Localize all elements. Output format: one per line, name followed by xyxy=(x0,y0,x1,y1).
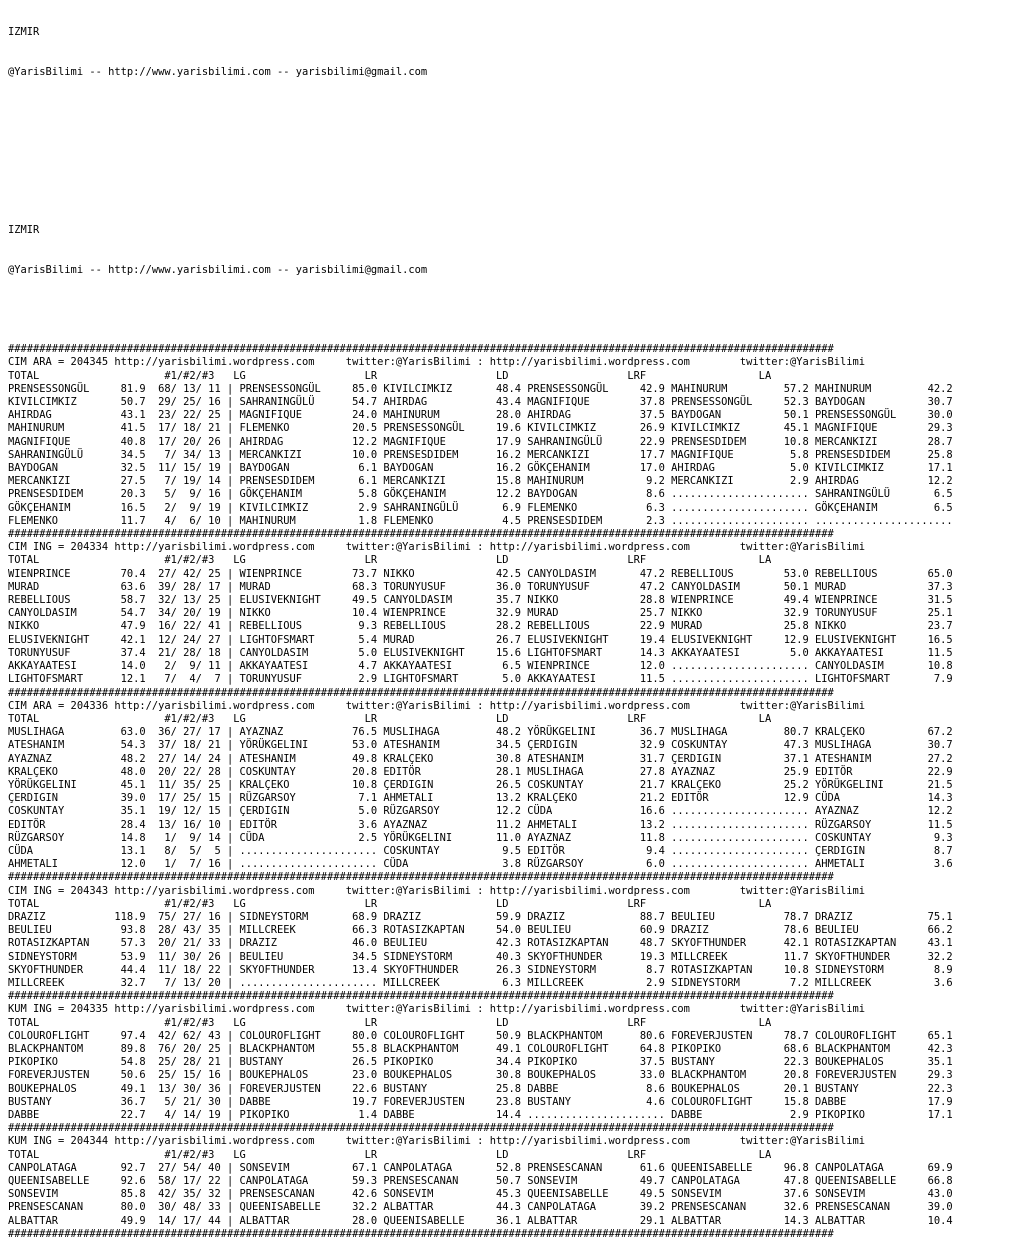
table-row: FLEMENKO 11.7 4/ 6/ 10 | MAHINURUM 1.8 FLEMENKO 4.5 PRENSESDIDEM 2.3 ...................... ...................... xyxy=(8,514,953,527)
separator-line: #################################################################################################################################### xyxy=(8,990,834,1003)
table-row: BUSTANY 36.7 5/ 21/ 30 | DABBE 19.7 FOREVERJUSTEN 23.8 BUSTANY 4.6 COLOUROFLIGHT 15.8 DABBE 17.9 xyxy=(8,1095,953,1108)
table-row: COLOUROFLIGHT 97.4 42/ 62/ 43 | COLOUROFLIGHT 80.0 COLOUROFLIGHT 50.9 BLACKPHANTOM 80.6 FOREVERJUSTEN 78.7 COLOUROFLIGHT 65.1 xyxy=(8,1029,953,1042)
table-row: WIENPRINCE 70.4 27/ 42/ 25 | WIENPRINCE 73.7 NIKKO 42.5 CANYOLDASIM 47.2 REBELLIOUS 53.0 REBELLIOUS 65.0 xyxy=(8,567,953,580)
table-row: CÜDA 13.1 8/ 5/ 5 | ...................... COSKUNTAY 9.5 EDITÖR 9.4 ...................... ÇERDIGIN 8.7 xyxy=(8,844,953,857)
contact-line: @YarisBilimi -- http://www.yarisbilimi.com -- yarisbilimi@gmail.com xyxy=(8,66,428,79)
table-row: CANPOLATAGA 92.7 27/ 54/ 40 | SONSEVIM 67.1 CANPOLATAGA 52.8 PRENSESCANAN 61.6 QUEENISABELLE 96.8 CANPOLATAGA 69.9 xyxy=(8,1161,953,1174)
blank-line xyxy=(8,304,1024,317)
table-row: BLACKPHANTOM 89.8 76/ 20/ 25 | BLACKPHANTOM 55.8 BLACKPHANTOM 49.1 COLOUROFLIGHT 64.8 PIKOPIKO 68.6 BLACKPHANTOM 42.3 xyxy=(8,1042,953,1055)
blank-line xyxy=(8,185,1024,198)
table-row: KIVILCIMKIZ 50.7 29/ 25/ 16 | SAHRANINGÜLÜ 54.7 AHIRDAG 43.4 MAGNIFIQUE 37.8 PRENSESSONGÜL 52.3 BAYDOGAN 30.7 xyxy=(8,396,953,409)
column-header: TOTAL #1/#2/#3 LG LR LD LRF LA xyxy=(8,897,772,910)
table-row: MILLCREEK 32.7 7/ 13/ 20 | ...................... MILLCREEK 6.3 MILLCREEK 2.9 SIDNEYSTORM 7.2 MILLCREEK 3.6 xyxy=(8,976,953,989)
table-row: KRALÇEKO 48.0 20/ 22/ 28 | COSKUNTAY 20.8 EDITÖR 28.1 MUSLIHAGA 27.8 AYAZNAZ 25.9 EDITÖR 22.9 xyxy=(8,765,953,778)
column-header: TOTAL #1/#2/#3 LG LR LD LRF LA xyxy=(8,712,772,725)
table-row: PRENSESCANAN 80.0 30/ 48/ 33 | QUEENISABELLE 32.2 ALBATTAR 44.3 CANPOLATAGA 39.2 PRENSESCANAN 32.6 PRENSESCANAN 39.0 xyxy=(8,1201,953,1214)
race-title: CIM ARA = 204336 http://yarisbilimi.wordpress.com twitter:@YarisBilimi : http://yarisbilimi.wordpress.com twitter:@YarisBilimi xyxy=(8,699,866,712)
table-row: ALBATTAR 49.9 14/ 17/ 44 | ALBATTAR 28.0 QUEENISABELLE 36.1 ALBATTAR 29.1 ALBATTAR 14.3 ALBATTAR 10.4 xyxy=(8,1214,953,1227)
table-row: ATESHANIM 54.3 37/ 18/ 21 | YÖRÜKGELINI 53.0 ATESHANIM 34.5 ÇERDIGIN 32.9 COSKUNTAY 47.3 MUSLIHAGA 30.7 xyxy=(8,739,953,752)
column-header: TOTAL #1/#2/#3 LG LR LD LRF LA xyxy=(8,1016,772,1029)
table-row: SONSEVIM 85.8 42/ 35/ 32 | PRENSESCANAN 42.6 SONSEVIM 45.3 QUEENISABELLE 49.5 SONSEVIM 37.6 SONSEVIM 43.0 xyxy=(8,1188,953,1201)
table-row: MAHINURUM 41.5 17/ 18/ 21 | FLEMENKO 20.5 PRENSESSONGÜL 19.6 KIVILCIMKIZ 26.9 KIVILCIMKIZ 45.1 MAGNIFIQUE 29.3 xyxy=(8,422,953,435)
column-header: TOTAL #1/#2/#3 LG LR LD LRF LA xyxy=(8,369,772,382)
table-row: RÜZGARSOY 14.8 1/ 9/ 14 | CÜDA 2.5 YÖRÜKGELINI 11.0 AYAZNAZ 11.8 ...................... COSKUNTAY 9.3 xyxy=(8,831,953,844)
table-row: AKKAYAATESI 14.0 2/ 9/ 11 | AKKAYAATESI 4.7 AKKAYAATESI 6.5 WIENPRINCE 12.0 ...................... CANYOLDASIM 10.8 xyxy=(8,660,953,673)
table-row: ROTASIZKAPTAN 57.3 20/ 21/ 33 | DRAZIZ 46.0 BEULIEU 42.3 ROTASIZKAPTAN 48.7 SKYOFTHUNDER 42.1 ROTASIZKAPTAN 43.1 xyxy=(8,937,953,950)
table-row: SKYOFTHUNDER 44.4 11/ 18/ 22 | SKYOFTHUNDER 13.4 SKYOFTHUNDER 26.3 SIDNEYSTORM 8.7 ROTASIZKAPTAN 10.8 SIDNEYSTORM 8.9 xyxy=(8,963,953,976)
table-row: EDITÖR 28.4 13/ 16/ 10 | EDITÖR 3.6 AYAZNAZ 11.2 AHMETALI 13.2 ...................... RÜZGARSOY 11.5 xyxy=(8,818,953,831)
race-title: CIM ING = 204343 http://yarisbilimi.wordpress.com twitter:@YarisBilimi : http://yarisbilimi.wordpress.com twitter:@YarisBilimi xyxy=(8,884,866,897)
table-row: NIKKO 47.9 16/ 22/ 41 | REBELLIOUS 9.3 REBELLIOUS 28.2 REBELLIOUS 22.9 MURAD 25.8 NIKKO 23.7 xyxy=(8,620,953,633)
blank-line xyxy=(8,145,1024,158)
table-row: DRAZIZ 118.9 75/ 27/ 16 | SIDNEYSTORM 68.9 DRAZIZ 59.9 DRAZIZ 88.7 BEULIEU 78.7 DRAZIZ 75.1 xyxy=(8,910,953,923)
table-row: SIDNEYSTORM 53.9 11/ 30/ 26 | BEULIEU 34.5 SIDNEYSTORM 40.3 SKYOFTHUNDER 19.3 MILLCREEK 11.7 SKYOFTHUNDER 32.2 xyxy=(8,950,953,963)
column-header: TOTAL #1/#2/#3 LG LR LD LRF LA xyxy=(8,554,772,567)
race-title: CIM ING = 204334 http://yarisbilimi.wordpress.com twitter:@YarisBilimi : http://yarisbilimi.wordpress.com twitter:@YarisBilimi xyxy=(8,541,866,554)
table-row: BOUKEPHALOS 49.1 13/ 30/ 36 | FOREVERJUSTEN 22.6 BUSTANY 25.8 DABBE 8.6 BOUKEPHALOS 20.1 BUSTANY 22.3 xyxy=(8,1082,953,1095)
table-row: TORUNYUSUF 37.4 21/ 28/ 18 | CANYOLDASIM 5.0 ELUSIVEKNIGHT 15.6 LIGHTOFSMART 14.3 AKKAYAATESI 5.0 AKKAYAATESI 11.5 xyxy=(8,646,953,659)
page-title-repeat: IZMIR xyxy=(8,224,40,237)
race-list xyxy=(8,343,1024,1241)
table-row: AYAZNAZ 48.2 27/ 14/ 24 | ATESHANIM 49.8 KRALÇEKO 30.8 ATESHANIM 31.7 ÇERDIGIN 37.1 ATESHANIM 27.2 xyxy=(8,752,953,765)
table-row: CANYOLDASIM 54.7 34/ 20/ 19 | NIKKO 10.4 WIENPRINCE 32.9 MURAD 25.7 NIKKO 32.9 TORUNYUSUF 25.1 xyxy=(8,607,953,620)
separator-line: #################################################################################################################################### xyxy=(8,343,834,356)
separator-line: #################################################################################################################################### xyxy=(8,1122,834,1135)
table-row: MURAD 63.6 39/ 28/ 17 | MURAD 68.3 TORUNYUSUF 36.0 TORUNYUSUF 47.2 CANYOLDASIM 50.1 MURAD 37.3 xyxy=(8,580,953,593)
blank-line xyxy=(8,106,1024,119)
column-header: TOTAL #1/#2/#3 LG LR LD LRF LA xyxy=(8,1148,772,1161)
table-row: BEULIEU 93.8 28/ 43/ 35 | MILLCREEK 66.3 ROTASIZKAPTAN 54.0 BEULIEU 60.9 DRAZIZ 78.6 BEULIEU 66.2 xyxy=(8,924,953,937)
table-row: GÖKÇEHANIM 16.5 2/ 9/ 19 | KIVILCIMKIZ 2.9 SAHRANINGÜLÜ 6.9 FLEMENKO 6.3 ...................... GÖKÇEHANIM 6.5 xyxy=(8,501,953,514)
table-row: MAGNIFIQUE 40.8 17/ 20/ 26 | AHIRDAG 12.2 MAGNIFIQUE 17.9 SAHRANINGÜLÜ 22.9 PRENSESDIDEM 10.8 MERCANKIZI 28.7 xyxy=(8,435,953,448)
separator-line: #################################################################################################################################### xyxy=(8,871,834,884)
table-row: YÖRÜKGELINI 45.1 11/ 35/ 25 | KRALÇEKO 10.8 ÇERDIGIN 26.5 COSKUNTAY 21.7 KRALÇEKO 25.2 YÖRÜKGELINI 21.5 xyxy=(8,778,953,791)
results-document xyxy=(8,0,1024,1240)
race-title: CIM ARA = 204345 http://yarisbilimi.wordpress.com twitter:@YarisBilimi : http://yarisbilimi.wordpress.com twitter:@YarisBilimi xyxy=(8,356,866,369)
table-row: AHMETALI 12.0 1/ 7/ 16 | ...................... CÜDA 3.8 RÜZGARSOY 6.0 ...................... AHMETALI 3.6 xyxy=(8,858,953,871)
table-row: BAYDOGAN 32.5 11/ 15/ 19 | BAYDOGAN 6.1 BAYDOGAN 16.2 GÖKÇEHANIM 17.0 AHIRDAG 5.0 KIVILCIMKIZ 17.1 xyxy=(8,462,953,475)
table-row: COSKUNTAY 35.1 19/ 12/ 15 | ÇERDIGIN 5.0 RÜZGARSOY 12.2 CÜDA 16.6 ...................... AYAZNAZ 12.2 xyxy=(8,805,953,818)
table-row: PIKOPIKO 54.8 25/ 28/ 21 | BUSTANY 26.5 PIKOPIKO 34.4 PIKOPIKO 37.5 BUSTANY 22.3 BOUKEPHALOS 35.1 xyxy=(8,1056,953,1069)
table-row: PRENSESDIDEM 20.3 5/ 9/ 16 | GÖKÇEHANIM 5.8 GÖKÇEHANIM 12.2 BAYDOGAN 8.6 ...................... SAHRANINGÜLÜ 6.5 xyxy=(8,488,953,501)
table-row: MERCANKIZI 27.5 7/ 19/ 14 | PRENSESDIDEM 6.1 MERCANKIZI 15.8 MAHINURUM 9.2 MERCANKIZI 2.9 AHIRDAG 12.2 xyxy=(8,475,953,488)
table-row: LIGHTOFSMART 12.1 7/ 4/ 7 | TORUNYUSUF 2.9 LIGHTOFSMART 5.0 AKKAYAATESI 11.5 ...................... LIGHTOFSMART 7.9 xyxy=(8,673,953,686)
table-row: FOREVERJUSTEN 50.6 25/ 15/ 16 | BOUKEPHALOS 23.0 BOUKEPHALOS 30.8 BOUKEPHALOS 33.0 BLACKPHANTOM 20.8 FOREVERJUSTEN 29.3 xyxy=(8,1069,953,1082)
separator-line: #################################################################################################################################### xyxy=(8,528,834,541)
race-title: KUM ING = 204335 http://yarisbilimi.wordpress.com twitter:@YarisBilimi : http://yarisbilimi.wordpress.com twitter:@YarisBilimi xyxy=(8,1003,866,1016)
separator-line: #################################################################################################################################### xyxy=(8,1227,834,1240)
separator-line: #################################################################################################################################### xyxy=(8,686,834,699)
table-row: QUEENISABELLE 92.6 58/ 17/ 22 | CANPOLATAGA 59.3 PRENSESCANAN 50.7 SONSEVIM 49.7 CANPOLATAGA 47.8 QUEENISABELLE 66.8 xyxy=(8,1175,953,1188)
table-row: PRENSESSONGÜL 81.9 68/ 13/ 11 | PRENSESSONGÜL 85.0 KIVILCIMKIZ 48.4 PRENSESSONGÜL 42.9 MAHINURUM 57.2 MAHINURUM 42.2 xyxy=(8,382,953,395)
table-row: REBELLIOUS 58.7 32/ 13/ 25 | ELUSIVEKNIGHT 49.5 CANYOLDASIM 35.7 NIKKO 28.8 WIENPRINCE 49.4 WIENPRINCE 31.5 xyxy=(8,594,953,607)
table-row: DABBE 22.7 4/ 14/ 19 | PIKOPIKO 1.4 DABBE 14.4 ...................... DABBE 2.9 PIKOPIKO 17.1 xyxy=(8,1109,953,1121)
page-title: IZMIR xyxy=(8,26,40,39)
table-row: ÇERDIGIN 39.0 17/ 25/ 15 | RÜZGARSOY 7.1 AHMETALI 13.2 KRALÇEKO 21.2 EDITÖR 12.9 CÜDA 14.3 xyxy=(8,792,953,805)
race-title: KUM ING = 204344 http://yarisbilimi.wordpress.com twitter:@YarisBilimi : http://yarisbilimi.wordpress.com twitter:@YarisBilimi xyxy=(8,1135,866,1148)
table-row: MUSLIHAGA 63.0 36/ 27/ 17 | AYAZNAZ 76.5 MUSLIHAGA 48.2 YÖRÜKGELINI 36.7 MUSLIHAGA 80.7 KRALÇEKO 67.2 xyxy=(8,726,953,739)
table-row: AHIRDAG 43.1 23/ 22/ 25 | MAGNIFIQUE 24.0 MAHINURUM 28.0 AHIRDAG 37.5 BAYDOGAN 50.1 PRENSESSONGÜL 30.0 xyxy=(8,409,953,422)
table-row: ELUSIVEKNIGHT 42.1 12/ 24/ 27 | LIGHTOFSMART 5.4 MURAD 26.7 ELUSIVEKNIGHT 19.4 ELUSIVEKNIGHT 12.9 ELUSIVEKNIGHT 16.5 xyxy=(8,633,953,646)
table-row: SAHRANINGÜLÜ 34.5 7/ 34/ 13 | MERCANKIZI 10.0 PRENSESDIDEM 16.2 MERCANKIZI 17.7 MAGNIFIQUE 5.8 PRENSESDIDEM 25.8 xyxy=(8,448,953,461)
contact-line-repeat: @YarisBilimi -- http://www.yarisbilimi.com -- yarisbilimi@gmail.com xyxy=(8,264,428,277)
